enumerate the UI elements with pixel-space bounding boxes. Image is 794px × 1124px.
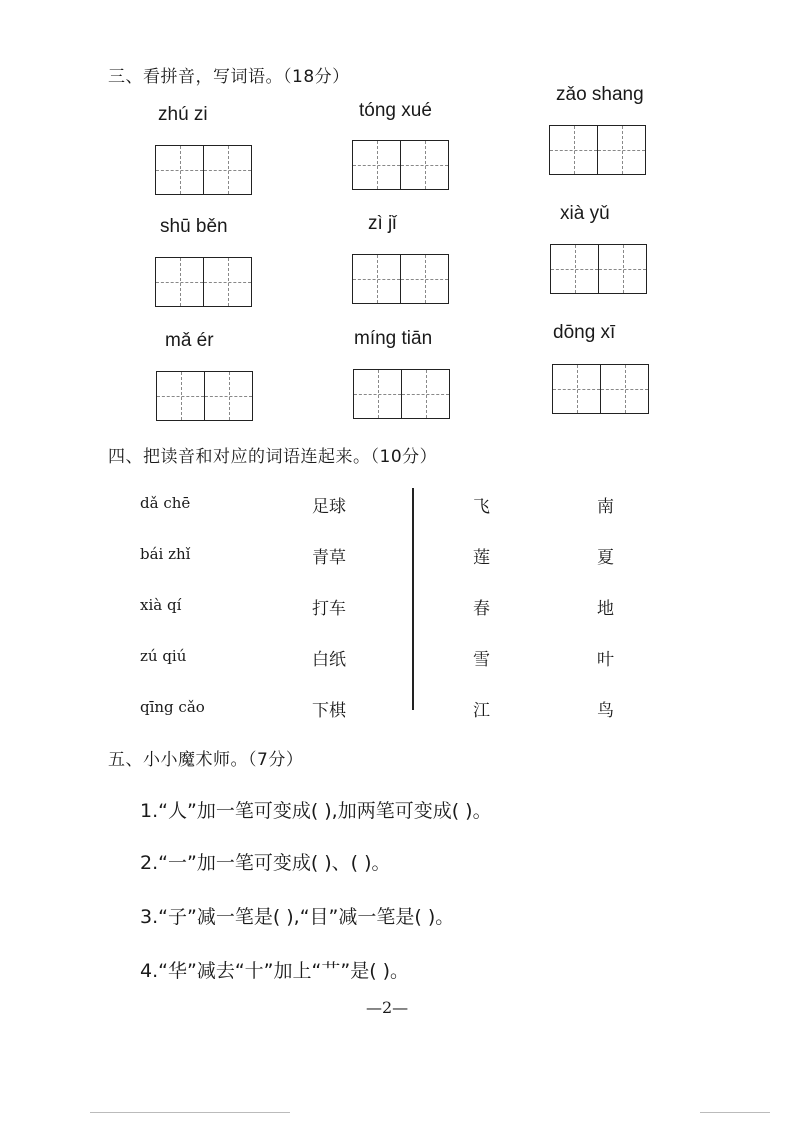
writing-grid-7[interactable]	[156, 371, 253, 421]
char-left-3[interactable]: 春	[473, 599, 490, 619]
char-right-4[interactable]: 叶	[597, 650, 614, 670]
question-line-2: 2.“一”加一笔可变成( )、( )。	[140, 852, 391, 874]
section4-title: 四、把读音和对应的词语连起来。（10分）	[108, 447, 438, 467]
char-right-1[interactable]: 南	[597, 497, 614, 517]
writing-grid-2[interactable]	[352, 140, 449, 190]
writing-grid-1[interactable]	[155, 145, 252, 195]
match-pinyin-5[interactable]: qīng cǎo	[140, 698, 205, 716]
char-left-5[interactable]: 江	[473, 701, 490, 721]
char-right-5[interactable]: 鸟	[597, 701, 614, 721]
match-word-2[interactable]: 青草	[312, 548, 346, 568]
char-right-2[interactable]: 夏	[597, 548, 614, 568]
writing-grid-4[interactable]	[155, 257, 252, 307]
pinyin-4: shū běn	[160, 216, 228, 237]
pinyin-5: zì jǐ	[368, 213, 397, 234]
question-line-4: 4.“华”减去“十”加上“艹”是( )。	[140, 960, 410, 982]
page-number: —2—	[366, 998, 409, 1017]
writing-grid-5[interactable]	[352, 254, 449, 304]
question-line-3: 3.“子”减一笔是( ),“目”减一笔是( )。	[140, 906, 455, 928]
pinyin-8: míng tiān	[354, 328, 433, 349]
pinyin-9: dōng xī	[553, 322, 616, 343]
section3-title: 三、看拼音，写词语。（18分）	[108, 67, 350, 87]
writing-grid-8[interactable]	[353, 369, 450, 419]
char-left-2[interactable]: 莲	[473, 548, 490, 568]
match-word-3[interactable]: 打车	[312, 599, 346, 619]
pinyin-6: xià yǔ	[560, 203, 610, 224]
writing-grid-6[interactable]	[550, 244, 647, 294]
scan-edge-right	[700, 1112, 770, 1113]
scan-edge-left	[90, 1112, 290, 1113]
pinyin-7: mǎ ér	[165, 330, 214, 351]
pinyin-1: zhú zi	[158, 104, 208, 125]
char-left-1[interactable]: 飞	[473, 497, 490, 517]
writing-grid-9[interactable]	[552, 364, 649, 414]
match-pinyin-3[interactable]: xià qí	[140, 596, 182, 614]
writing-grid-3[interactable]	[549, 125, 646, 175]
char-left-4[interactable]: 雪	[473, 650, 490, 670]
match-word-1[interactable]: 足球	[312, 497, 346, 517]
column-divider	[412, 488, 414, 710]
section5-title: 五、小小魔术师。（7分）	[108, 750, 304, 770]
match-pinyin-2[interactable]: bái zhǐ	[140, 545, 191, 563]
pinyin-2: tóng xué	[359, 100, 432, 121]
match-pinyin-4[interactable]: zú qiú	[140, 647, 187, 665]
match-pinyin-1[interactable]: dǎ chē	[140, 494, 191, 512]
match-word-4[interactable]: 白纸	[312, 650, 346, 670]
question-line-1: 1.“人”加一笔可变成( ),加两笔可变成( )。	[140, 800, 492, 822]
char-right-3[interactable]: 地	[597, 599, 614, 619]
match-word-5[interactable]: 下棋	[312, 701, 346, 721]
pinyin-3: zǎo shang	[556, 84, 644, 105]
